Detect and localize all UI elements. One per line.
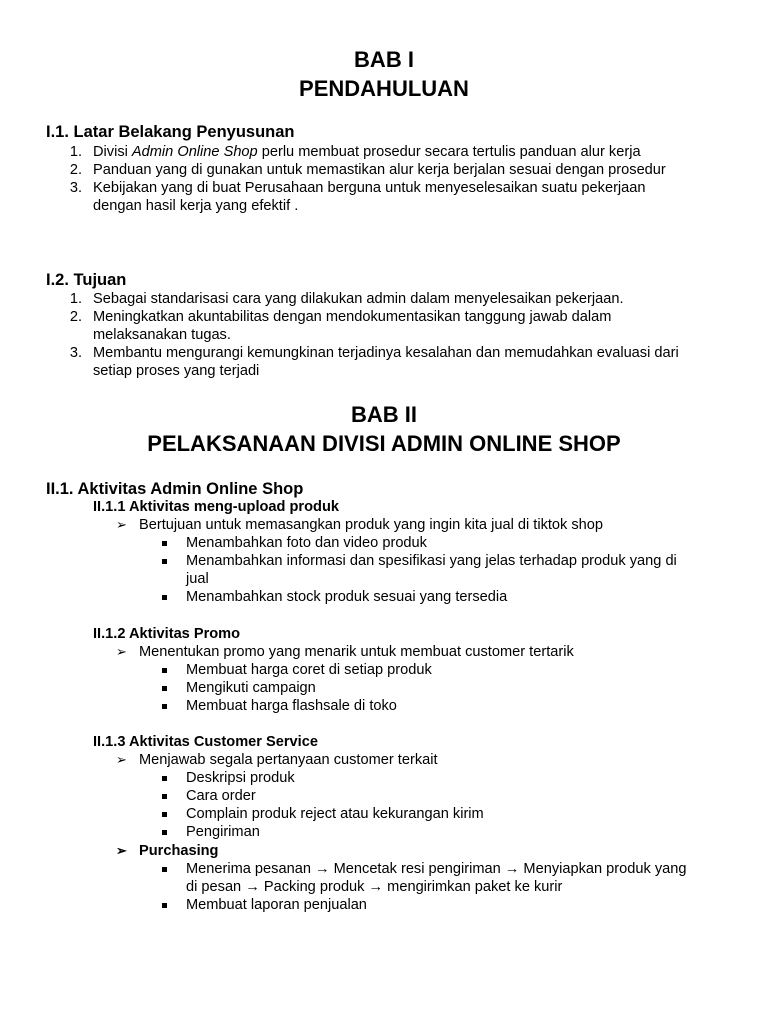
- bullet-item-text: Membuat laporan penjualan: [186, 897, 367, 913]
- bullet-item-text: Mengikuti campaign: [186, 680, 316, 696]
- arrow-bullet-icon: ➢: [116, 517, 127, 532]
- square-bullet-icon: [162, 830, 167, 835]
- square-bullet-icon: [162, 794, 167, 799]
- purchasing-heading: Purchasing: [139, 843, 219, 859]
- arrow-bullet-icon: ➢: [116, 752, 127, 767]
- square-bullet-icon: [162, 595, 167, 600]
- bullet-item-text: Membuat harga flashsale di toko: [186, 698, 397, 714]
- subsection-promo-heading: II.1.2 Aktivitas Promo: [93, 626, 241, 642]
- chapter-1-subtitle: PENDAHULUAN: [299, 76, 469, 101]
- square-bullet-icon: [162, 812, 167, 817]
- purchasing-flow-text-continued: di pesan → Packing produk → mengirimkan paket ke kurir: [186, 879, 563, 895]
- square-bullet-icon: [162, 867, 167, 872]
- square-bullet-icon: [162, 668, 167, 673]
- arrow-item-text: Menentukan promo yang menarik untuk membuat customer tertarik: [139, 644, 574, 660]
- subsection-customer-service-heading: II.1.3 Aktivitas Customer Service: [93, 734, 318, 750]
- bullet-item-text: Cara order: [186, 788, 256, 804]
- purchasing-flow-text: Menerima pesanan → Mencetak resi pengiriman → Menyiapkan produk yang: [186, 861, 687, 877]
- bullet-item-text: Deskripsi produk: [186, 770, 295, 786]
- arrow-item-text: Menjawab segala pertanyaan customer terkait: [139, 752, 438, 768]
- list-item-text: Divisi Admin Online Shop perlu membuat prosedur secara tertulis panduan alur kerja: [93, 144, 641, 160]
- list-number: 2.: [69, 162, 82, 178]
- bullet-item-text: Membuat harga coret di setiap produk: [186, 662, 432, 678]
- list-item-text: Panduan yang di gunakan untuk memastikan alur kerja berjalan sesuai dengan prosedur: [93, 162, 666, 178]
- chapter-1-title: BAB I: [354, 47, 414, 72]
- list-number: 1.: [69, 144, 82, 160]
- bullet-item-text-continued: jual: [186, 571, 209, 587]
- list-item-text-continued: melaksanakan tugas.: [93, 327, 231, 343]
- list-item-text-continued: setiap proses yang terjadi: [93, 363, 260, 379]
- list-item-text: Kebijakan yang di buat Perusahaan berguna untuk menyeselesaikan suatu pekerjaan: [93, 180, 646, 196]
- chapter-2-title: BAB II: [351, 402, 417, 427]
- list-item-text: Sebagai standarisasi cara yang dilakukan admin dalam menyelesaikan pekerjaan.: [93, 291, 624, 307]
- bullet-item-text: Pengiriman: [186, 824, 260, 840]
- bullet-item-text: Menambahkan stock produk sesuai yang tersedia: [186, 589, 508, 605]
- square-bullet-icon: [162, 903, 167, 908]
- subsection-upload-heading: II.1.1 Aktivitas meng-upload produk: [93, 499, 339, 515]
- section-tujuan-heading: I.2. Tujuan: [46, 271, 127, 289]
- chapter-2-subtitle: PELAKSANAAN DIVISI ADMIN ONLINE SHOP: [147, 431, 621, 456]
- list-item-text: Membantu mengurangi kemungkinan terjadinya kesalahan dan memudahkan evaluasi dari: [93, 345, 679, 361]
- list-number: 3.: [69, 345, 82, 361]
- arrow-bullet-icon: ➢: [116, 644, 127, 659]
- arrow-bullet-icon: ➢: [116, 843, 127, 858]
- bullet-item-text: Menambahkan foto dan video produk: [186, 535, 427, 551]
- list-number: 2.: [69, 309, 82, 325]
- section-latar-belakang-heading: I.1. Latar Belakang Penyusunan: [46, 123, 295, 141]
- square-bullet-icon: [162, 686, 167, 691]
- bullet-item-text: Complain produk reject atau kekurangan kirim: [186, 806, 484, 822]
- list-number: 3.: [69, 180, 82, 196]
- list-item-text: Meningkatkan akuntabilitas dengan mendokumentasikan tanggung jawab dalam: [93, 309, 612, 325]
- square-bullet-icon: [162, 559, 167, 564]
- bullet-item-text: Menambahkan informasi dan spesifikasi yang jelas terhadap produk yang di: [186, 553, 677, 569]
- list-item-text-continued: dengan hasil kerja yang efektif .: [93, 198, 299, 214]
- italic-term: Admin Online Shop: [131, 144, 258, 160]
- list-number: 1.: [69, 291, 82, 307]
- section-aktivitas-heading: II.1. Aktivitas Admin Online Shop: [46, 480, 304, 498]
- square-bullet-icon: [162, 704, 167, 709]
- square-bullet-icon: [162, 541, 167, 546]
- arrow-item-text: Bertujuan untuk memasangkan produk yang ingin kita jual di tiktok shop: [139, 517, 604, 533]
- square-bullet-icon: [162, 776, 167, 781]
